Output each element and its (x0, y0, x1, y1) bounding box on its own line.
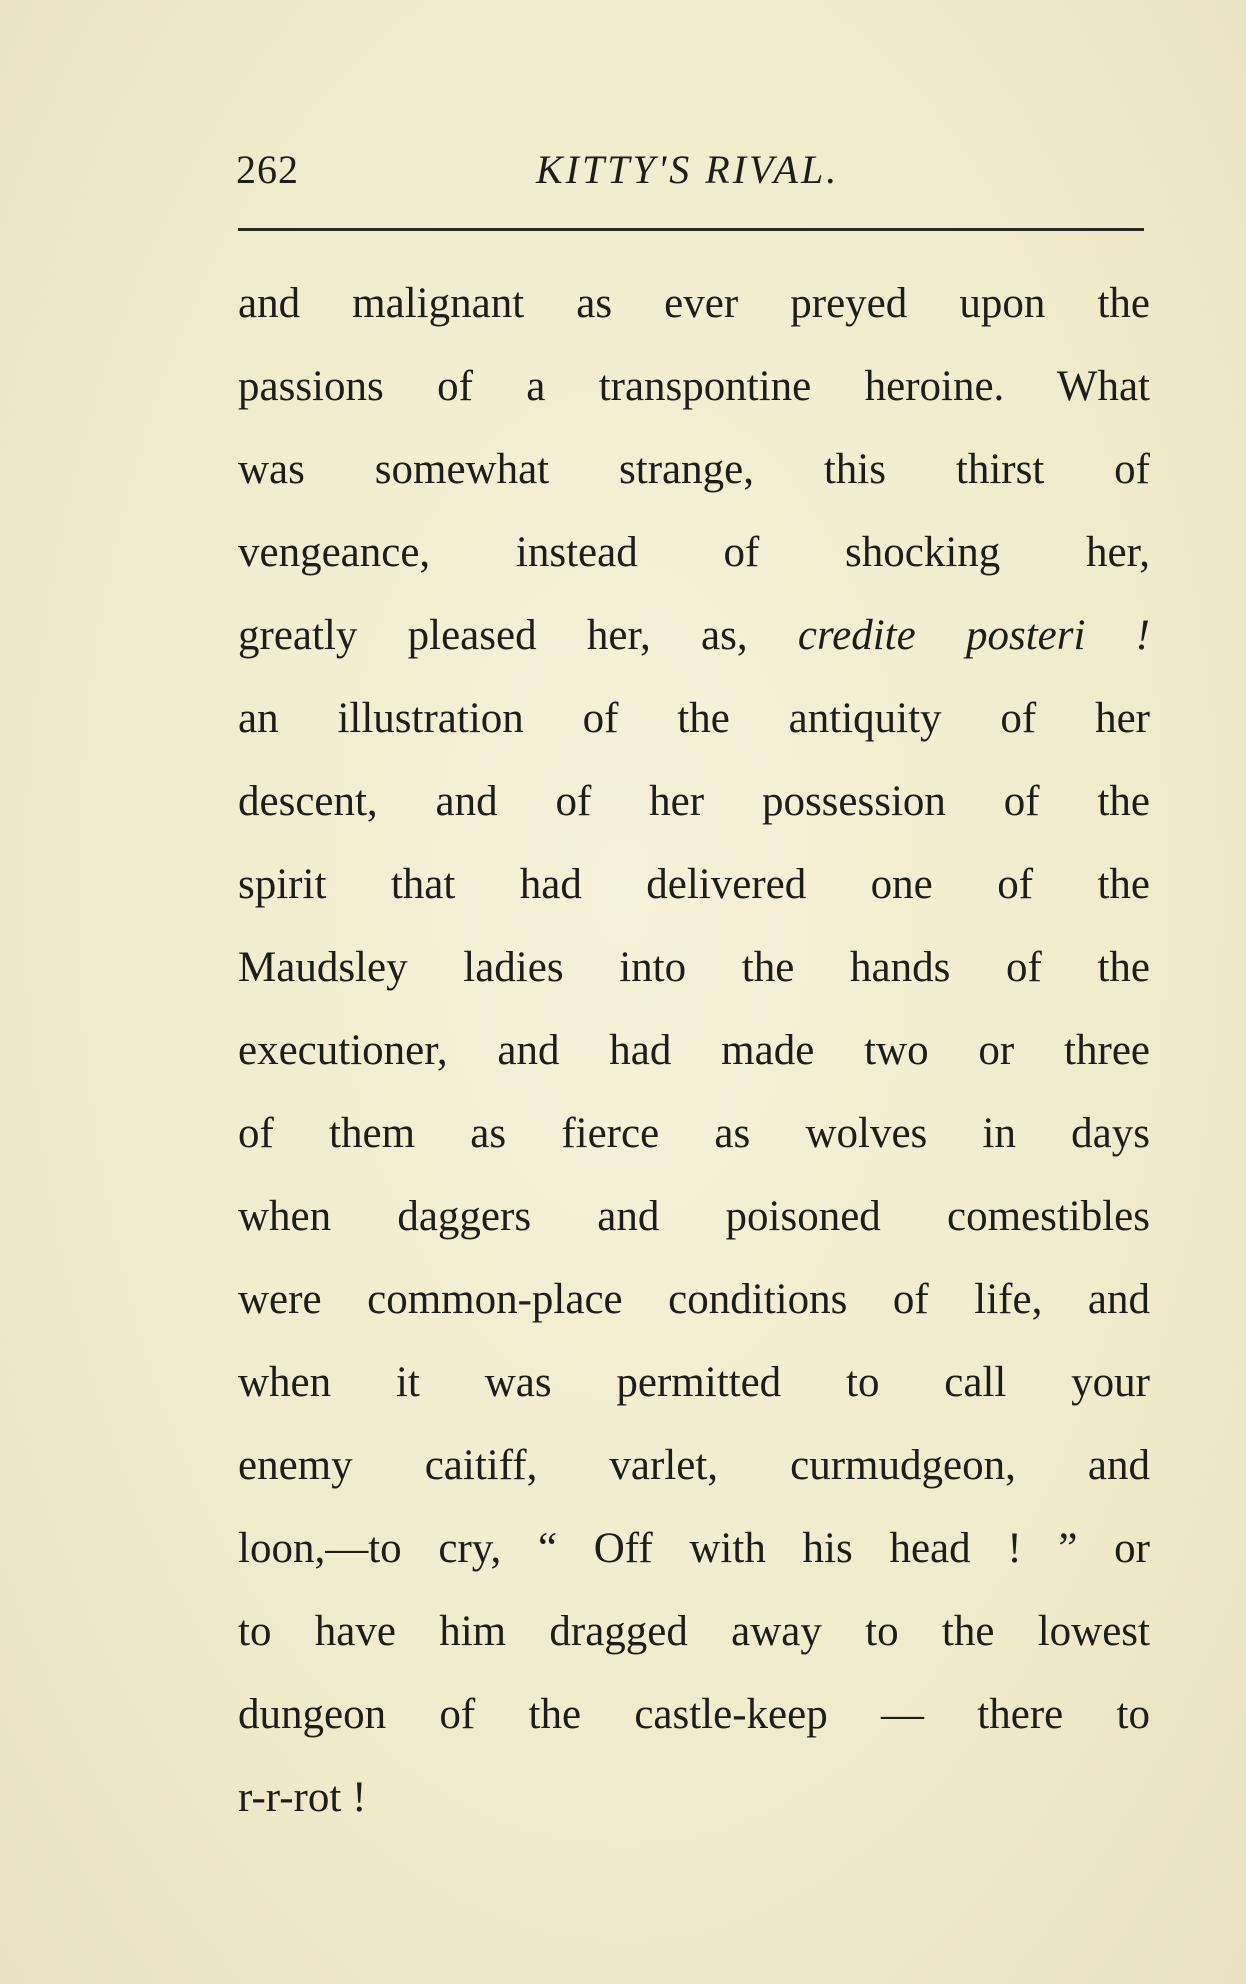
text-line: enemy caitiff, varlet, curmudgeon, and (238, 1442, 1150, 1489)
text-line: spirit that had delivered one of the (238, 861, 1150, 908)
running-head (236, 146, 1145, 206)
text-line: descent, and of her possession of the (238, 778, 1150, 825)
text-line: dungeon of the castle-keep — there to (238, 1691, 1150, 1738)
text-line: r-r-rot ! (238, 1774, 367, 1821)
text-line: passions of a transpontine heroine. What (238, 363, 1150, 410)
body-text (238, 262, 1150, 1839)
text-line (238, 594, 1150, 677)
text-line: was somewhat strange, this thirst of (238, 446, 1150, 493)
text-line: and malignant as ever preyed upon the (238, 280, 1150, 327)
text-line: when daggers and poisoned comestibles (238, 1193, 1150, 1240)
text-line: vengeance, instead of shocking her, (238, 529, 1150, 576)
text-line-roman: greatly pleased her, as, (238, 612, 798, 659)
header-rule (238, 228, 1144, 231)
text-line: when it was permitted to call your (238, 1359, 1150, 1406)
page-number: 262 (236, 147, 299, 192)
text-line: executioner, and had made two or three (238, 1027, 1150, 1074)
text-line: an illustration of the antiquity of her (238, 695, 1150, 742)
running-title: KITTY'S RIVAL. (536, 147, 840, 192)
text-line: to have him dragged away to the lowest (238, 1608, 1150, 1655)
text-line: Maudsley ladies into the hands of the (238, 944, 1150, 991)
text-line: loon,—to cry, “ Off with his head ! ” or (238, 1525, 1150, 1572)
text-line: were common-place conditions of life, and (238, 1276, 1150, 1323)
text-line: of them as fierce as wolves in days (238, 1110, 1150, 1157)
italic-phrase: credite posteri ! (797, 612, 1150, 659)
